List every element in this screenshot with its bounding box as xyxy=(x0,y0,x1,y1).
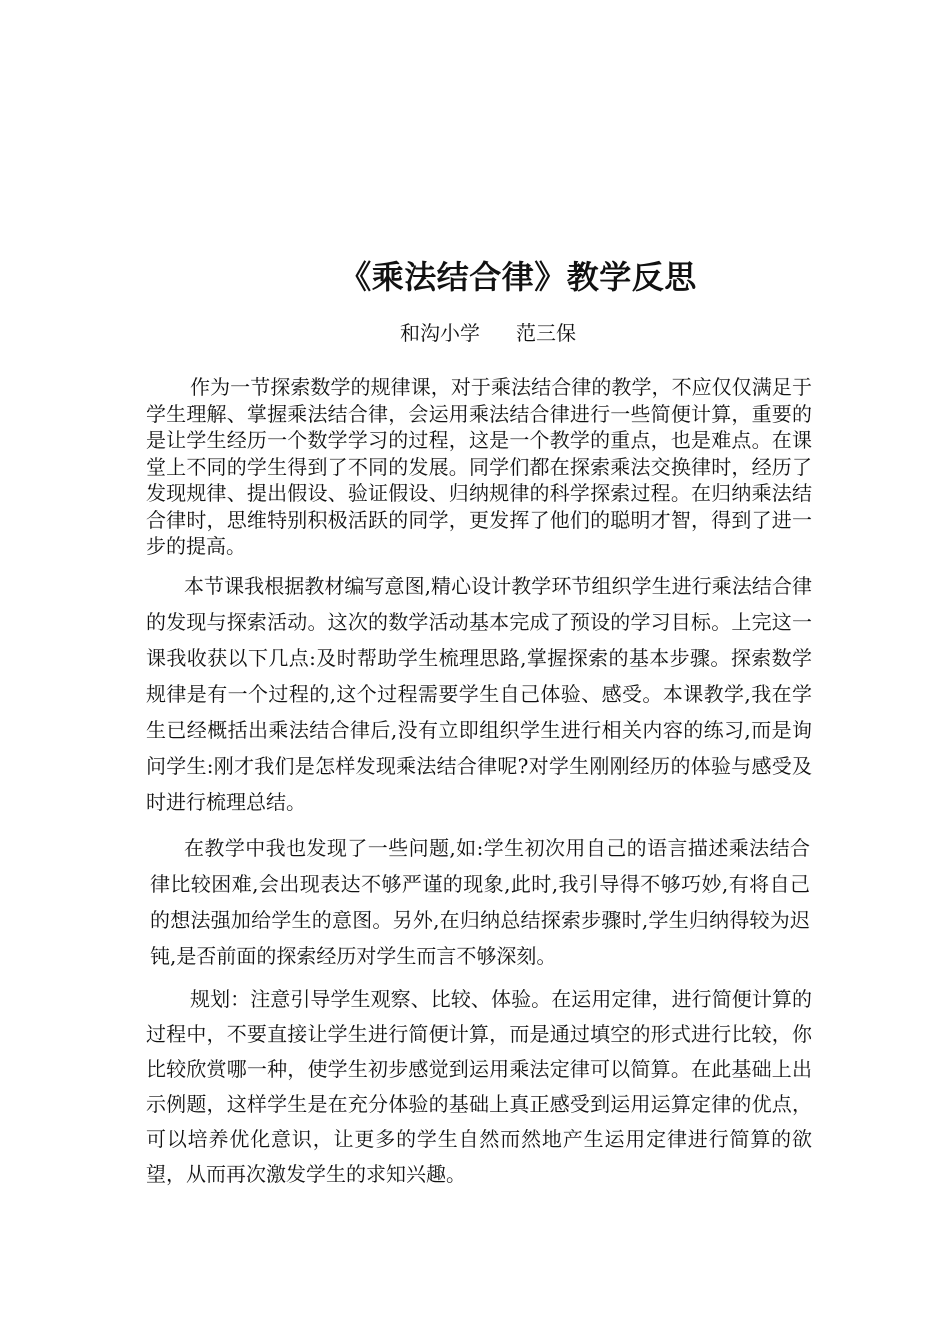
document-title: 《乘法结合律》教学反思 xyxy=(339,258,697,296)
byline xyxy=(400,318,576,348)
school-name: 和沟小学 xyxy=(400,321,480,345)
paragraph-3: 在教学中我也发现了一些问题,如:学生初次用自己的语言描述乘法结合律比较困难,会出现表达不够严谨的现象,此时,我引导得不够巧妙,有将自己的想法强加给学生的意图。另外,在归纳总结探索步骤时,学生归纳得较为迟钝,是否前面的探索经历对学生而言不够深刻。 xyxy=(150,836,810,968)
author-name: 范三保 xyxy=(516,321,576,345)
paragraph-1: 作为一节探索数学的规律课，对于乘法结合律的教学，不应仅仅满足于学生理解、掌握乘法结合律，会运用乘法结合律进行一些简便计算，重要的是让学生经历一个数学学习的过程，这是一个教学的重点，也是难点。在课堂上不同的学生得到了不同的发展。同学们都在探索乘法交换律时，经历了发现规律、提出假设、验证假设、归纳规律的科学探索过程。在归纳乘法结合律时，思维特别积极活跃的同学，更发挥了他们的聪明才智，得到了进一步的提高。 xyxy=(146,375,812,558)
paragraph-2: 本节课我根据教材编写意图,精心设计教学环节组织学生进行乘法结合律的发现与探索活动。这次的数学活动基本完成了预设的学习目标。上完这一课我收获以下几点:及时帮助学生梳理思路,掌握探索的基本步骤。探索数学规律是有一个过程的,这个过程需要学生自己体验、感受。本课教学,我在学生已经概括出乘法结合律后,没有立即组织学生进行相关内容的练习,而是询问学生:刚才我们是怎样发现乘法结合律呢?对学生刚刚经历的体验与感受及时进行梳理总结。 xyxy=(146,574,812,814)
paragraph-4: 规划：注意引导学生观察、比较、体验。在运用定律，进行简便计算的过程中，不要直接让学生进行简便计算，而是通过填空的形式进行比较，你比较欣赏哪一种，使学生初步感觉到运用乘法定律可以简算。在此基础上出示例题，这样学生是在充分体验的基础上真正感受到运用运算定律的优点，可以培养优化意识，让更多的学生自然而然地产生运用定律进行简算的欲望，从而再次激发学生的求知兴趣。 xyxy=(146,987,812,1186)
